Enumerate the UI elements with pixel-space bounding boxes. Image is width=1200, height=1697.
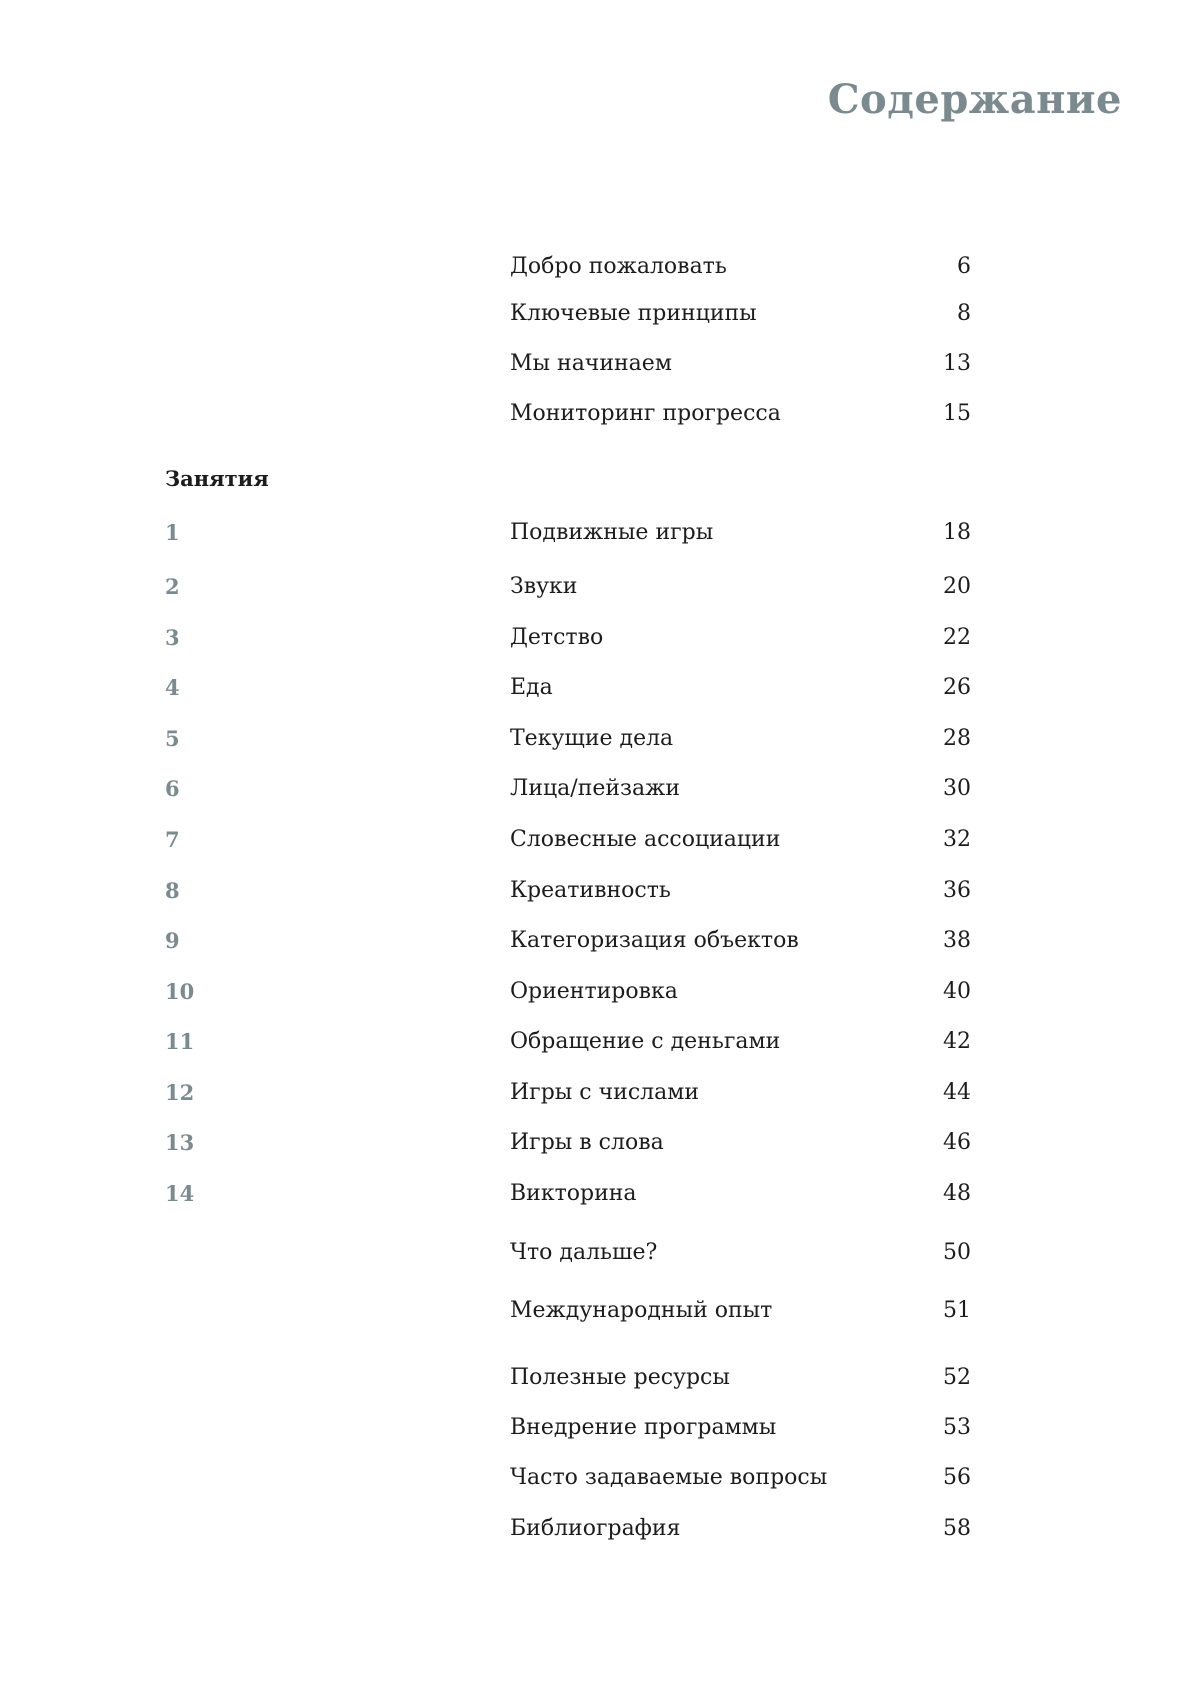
session-number: 5 [165, 726, 180, 751]
toc-entry-page: 40 [943, 979, 971, 1004]
toc-entry-title: Внедрение программы [510, 1415, 777, 1440]
toc-entry-page: 46 [943, 1130, 971, 1155]
toc-entry-title: Словесные ассоциации [510, 827, 781, 852]
session-number: 11 [165, 1029, 195, 1054]
session-entry[interactable] [0, 1123, 1200, 1163]
session-entry[interactable] [0, 668, 1200, 708]
toc-entry-title: Викторина [510, 1181, 637, 1206]
toc-entry-title: Звуки [510, 574, 578, 599]
session-number: 14 [165, 1181, 195, 1206]
toc-entry[interactable] [0, 394, 1200, 434]
toc-entry-title: Игры с числами [510, 1080, 700, 1105]
session-number: 8 [165, 878, 180, 903]
session-number: 1 [165, 520, 180, 545]
toc-entry-title: Текущие дела [510, 726, 674, 751]
toc-entry-page: 30 [943, 776, 971, 801]
toc-entry-page: 53 [943, 1415, 971, 1440]
session-number: 13 [165, 1130, 195, 1155]
toc-entry-page: 13 [943, 351, 971, 376]
session-number: 7 [165, 827, 180, 852]
toc-entry-title: Библиография [510, 1516, 681, 1541]
session-entry[interactable] [0, 871, 1200, 911]
toc-entry-title: Полезные ресурсы [510, 1365, 730, 1390]
session-entry[interactable] [0, 618, 1200, 658]
toc-entry-title: Ориентировка [510, 979, 678, 1004]
session-number: 6 [165, 776, 180, 801]
toc-entry-title: Креативность [510, 878, 671, 903]
toc-entry[interactable] [0, 1358, 1200, 1398]
toc-entry-page: 42 [943, 1029, 971, 1054]
session-entry[interactable] [0, 972, 1200, 1012]
session-number: 2 [165, 574, 180, 599]
toc-entry-title: Добро пожаловать [510, 254, 727, 279]
toc-entry[interactable] [0, 1509, 1200, 1549]
toc-entry[interactable] [0, 294, 1200, 334]
toc-entry-page: 48 [943, 1181, 971, 1206]
sessions-heading: Занятия [165, 466, 269, 491]
session-entry[interactable] [0, 769, 1200, 809]
toc-entry[interactable] [0, 1408, 1200, 1448]
toc-entry-page: 38 [943, 928, 971, 953]
toc-entry-title: Что дальше? [510, 1240, 658, 1265]
session-number: 9 [165, 928, 180, 953]
toc-entry-page: 20 [943, 574, 971, 599]
session-number: 4 [165, 675, 180, 700]
toc-entry[interactable] [0, 344, 1200, 384]
toc-entry-page: 36 [943, 878, 971, 903]
toc-entry-title: Мы начинаем [510, 351, 672, 376]
toc-entry-page: 51 [943, 1298, 971, 1323]
toc-entry-page: 22 [943, 625, 971, 650]
toc-entry-page: 56 [943, 1465, 971, 1490]
session-number: 10 [165, 979, 195, 1004]
toc-entry-title: Ключевые принципы [510, 301, 757, 326]
session-entry[interactable] [0, 719, 1200, 759]
page-title: Содержание [827, 76, 1122, 123]
toc-entry-page: 8 [957, 301, 971, 326]
session-entry[interactable] [0, 921, 1200, 961]
toc-entry-title: Игры в слова [510, 1130, 664, 1155]
toc-entry[interactable] [0, 1233, 1200, 1273]
session-entry[interactable] [0, 1073, 1200, 1113]
toc-entry-title: Подвижные игры [510, 520, 714, 545]
toc-entry-title: Категоризация объектов [510, 928, 799, 953]
toc-entry-title: Мониторинг прогресса [510, 401, 781, 426]
session-entry[interactable] [0, 567, 1200, 607]
toc-entry-page: 28 [943, 726, 971, 751]
session-entry[interactable] [0, 1174, 1200, 1214]
toc-entry-page: 32 [943, 827, 971, 852]
toc-entry[interactable] [0, 1458, 1200, 1498]
toc-entry-page: 58 [943, 1516, 971, 1541]
toc-entry-page: 18 [943, 520, 971, 545]
toc-entry-page: 52 [943, 1365, 971, 1390]
session-entry[interactable] [0, 820, 1200, 860]
toc-entry-page: 26 [943, 675, 971, 700]
session-entry[interactable] [0, 1022, 1200, 1062]
toc-entry-title: Международный опыт [510, 1298, 773, 1323]
toc-entry-page: 44 [943, 1080, 971, 1105]
toc-entry-title: Часто задаваемые вопросы [510, 1465, 828, 1490]
session-entry[interactable] [0, 513, 1200, 553]
toc-entry-page: 6 [957, 254, 971, 279]
toc-entry[interactable] [0, 1291, 1200, 1331]
toc-entry-title: Лица/пейзажи [510, 776, 681, 801]
toc-entry[interactable] [0, 247, 1200, 287]
session-number: 3 [165, 625, 180, 650]
session-number: 12 [165, 1080, 195, 1105]
toc-entry-page: 15 [943, 401, 971, 426]
toc-entry-title: Еда [510, 675, 553, 700]
toc-entry-page: 50 [943, 1240, 971, 1265]
toc-entry-title: Обращение с деньгами [510, 1029, 781, 1054]
toc-entry-title: Детство [510, 625, 604, 650]
